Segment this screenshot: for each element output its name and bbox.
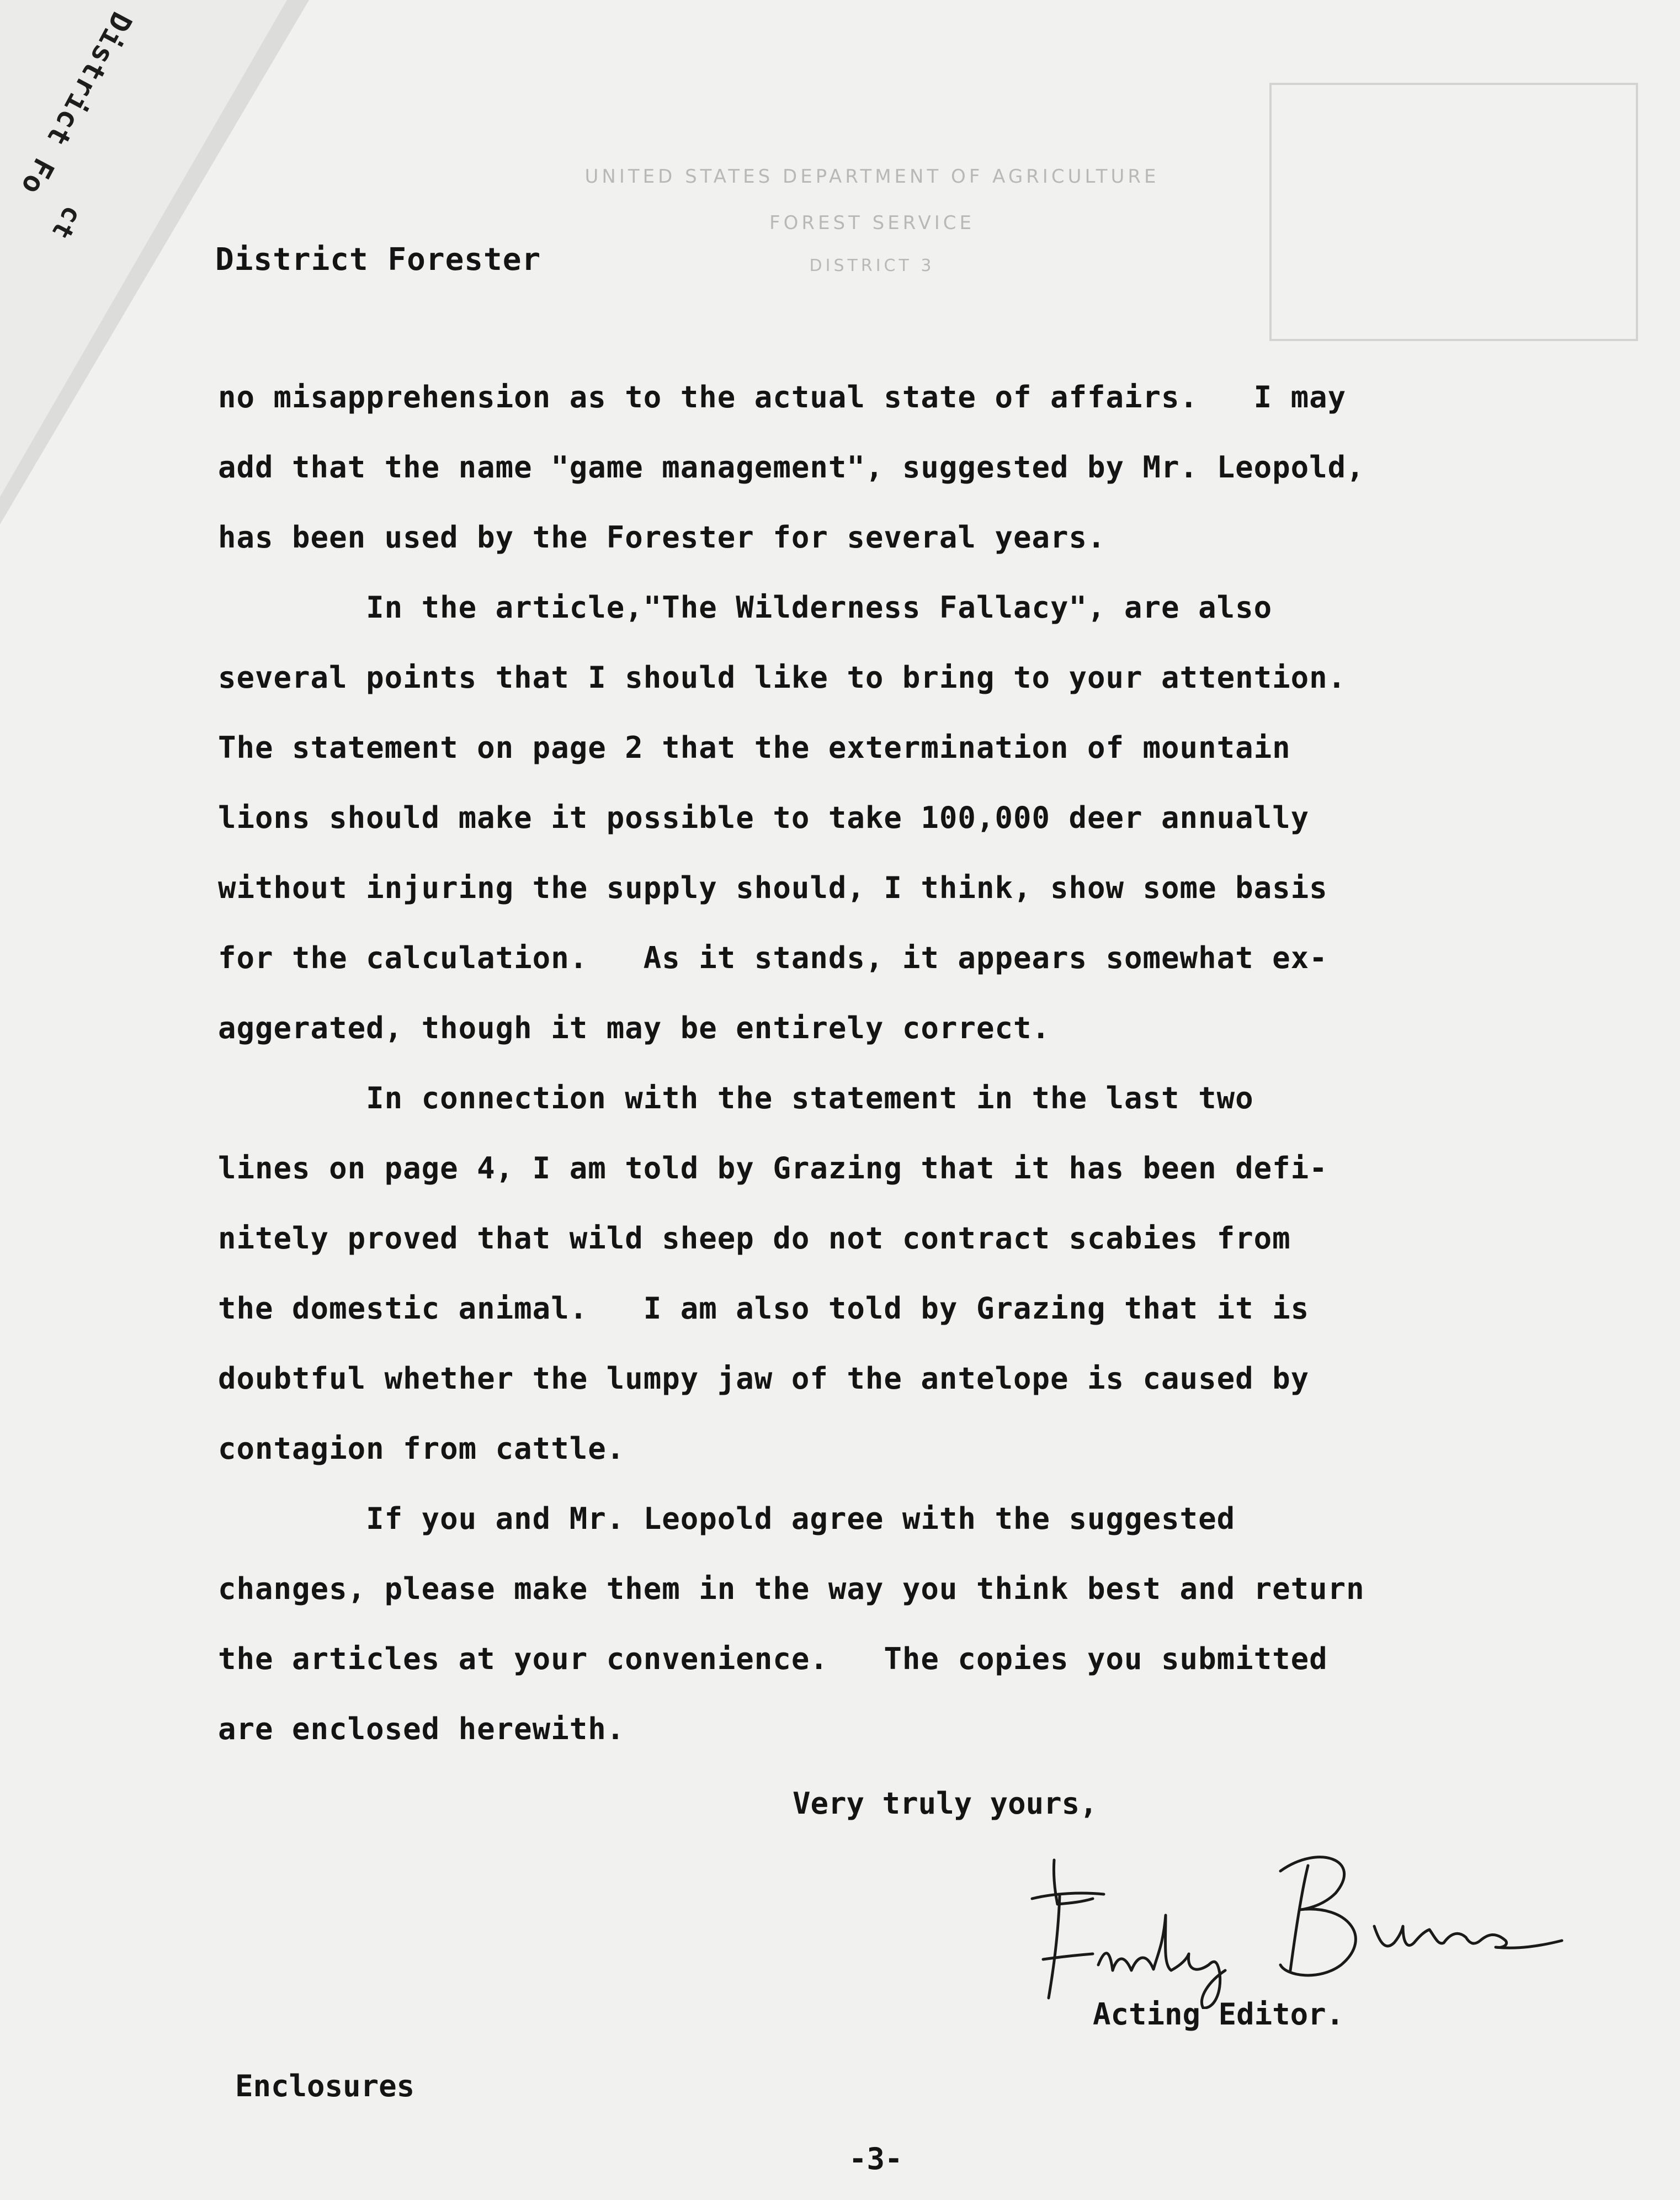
body-line: nitely proved that wild sheep do not contract scabies from (218, 1221, 1291, 1256)
body-line: If you and Mr. Leopold agree with the suggested (218, 1501, 1236, 1536)
body-line: In the article,"The Wilderness Fallacy", are also (218, 590, 1273, 625)
body-line: lines on page 4, I am told by Grazing that it has been defi- (218, 1151, 1328, 1186)
body-line: has been used by the Forester for several years. (218, 520, 1106, 555)
body-line: the domestic animal. I am also told by Grazing that it is (218, 1291, 1310, 1326)
letterhead-service: FOREST SERVICE (769, 212, 975, 234)
body-line: the articles at your convenience. The copies you submitted (218, 1641, 1328, 1676)
letterhead-district: DISTRICT 3 (809, 256, 935, 275)
body-line: add that the name "game management", suggested by Mr. Leopold, (218, 450, 1365, 485)
signature-title: Acting Editor. (1093, 1997, 1344, 2032)
body-line: are enclosed herewith. (218, 1712, 625, 1746)
underlying-sheet-text: District Fo (14, 6, 138, 201)
body-line: In connection with the statement in the last two (218, 1081, 1254, 1115)
body-line: doubtful whether the lumpy jaw of the antelope is caused by (218, 1361, 1310, 1396)
underlying-sheet-text-fragment: ct (45, 200, 88, 246)
addressee-header: District Forester (215, 242, 541, 278)
body-line: for the calculation. As it stands, it appears somewhat ex- (218, 940, 1328, 975)
body-line: aggerated, though it may be entirely correct. (218, 1011, 1050, 1045)
body-line: contagion from cattle. (218, 1431, 625, 1466)
body-line: The statement on page 2 that the extermination of mountain (218, 730, 1291, 765)
closing-salutation: Very truly yours, (793, 1786, 1098, 1821)
body-line: no misapprehension as to the actual state of affairs. I may (218, 380, 1347, 415)
handwritten-signature (1021, 1832, 1601, 2009)
page-number: -3- (849, 2141, 903, 2176)
letter-body (218, 381, 1587, 1783)
letterhead-department: UNITED STATES DEPARTMENT OF AGRICULTURE (584, 166, 1160, 188)
body-line: without injuring the supply should, I think, show some basis (218, 870, 1328, 905)
body-line: several points that I should like to bring to your attention. (218, 660, 1347, 695)
enclosures-note: Enclosures (235, 2069, 415, 2103)
body-line: changes, please make them in the way you think best and return (218, 1571, 1365, 1606)
body-line: lions should make it possible to take 100,000 deer annually (218, 800, 1310, 835)
